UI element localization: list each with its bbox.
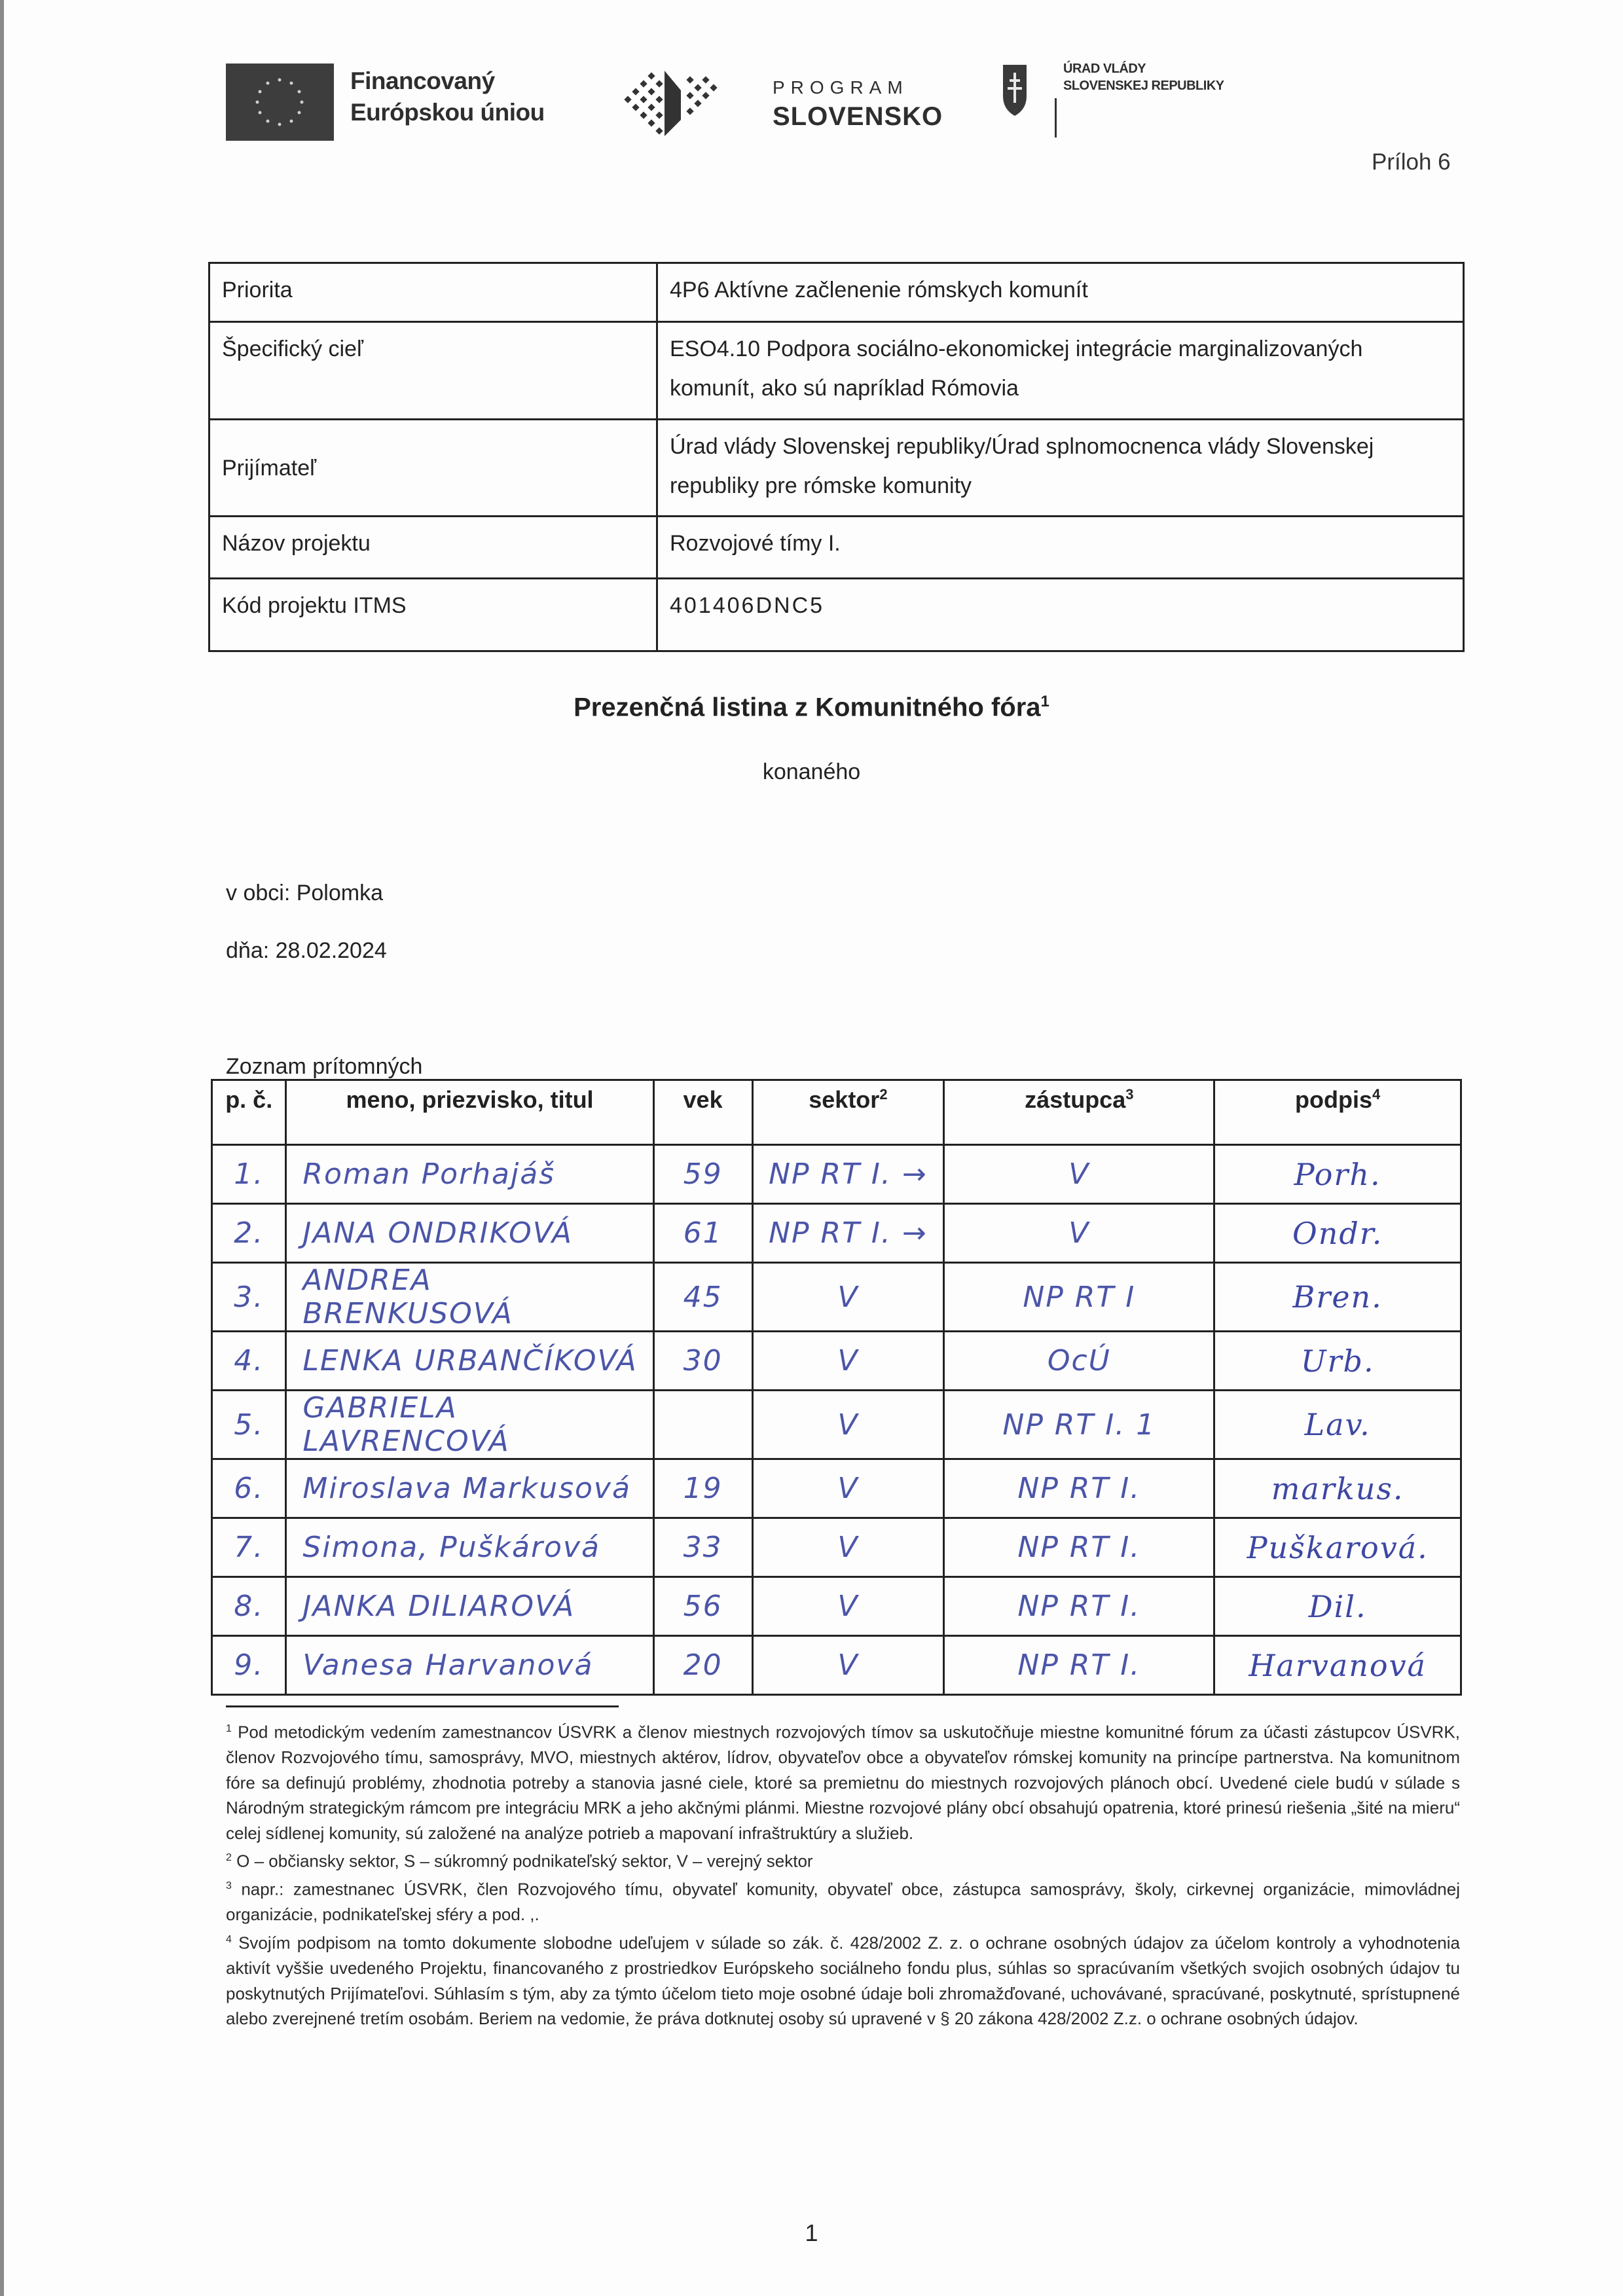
eu-funding-label [350,65,545,128]
footnote-text: Pod metodickým vedením zamestnancov ÚSVRK a členov miestnych rozvojových tímov sa uskutočňuje miestne komunitné fórum za účasti zástupcov ÚSVRK, členov Rozvojového tímu, samosprávy, MVO, miestnych aktérov, lídrov, obyvateľov obce a obyvateľov rómskej komunity na princípe partnerstva. Na komunitnom fóre sa definujú problémy, zhodnotia potreby a stanovia jasné ciele, ktoré sa premietnu do miestnych rozvojových plánoch obcí. Uvedené ciele budú v súlade s Národným strategickým rámcom pre integráciu MRK a jeho akčnými plánmi. Miestne rozvojové plány obcí obsahujú opatrenia, ktoré prinesú riešenia „šité na mieru“ celej sídlenej komunity, sú založené na analýze potrieb a mapovaní infraštruktúry a služieb. [226,1722,1460,1843]
participant-representative: NP RT I. [944,1577,1214,1636]
participant-signature: Dil. [1214,1577,1461,1636]
footnote-number: 2 [226,1852,232,1864]
government-office-line2: SLOVENSKEJ REPUBLIKY [1063,79,1224,93]
participant-representative: OcÚ [944,1332,1214,1391]
participant-representative: V [944,1204,1214,1263]
footnote-number: 4 [226,1933,232,1945]
scan-edge [0,0,4,2296]
column-header-number [212,1080,286,1145]
column-header-sector [752,1080,944,1145]
footnote-text: Svojím podpisom na tomto dokumente slobodne udeľujem v súlade so zák. č. 428/2002 Z. z. o ochrane osobných údajov za účelom kontroly a vyhodnotenia aktivít vyššie uvedeného Projektu, financovaného z prostriedkov Európskeho sociálneho fondu plus, súhlas so spracúvaním všetkých svojich osobných údajov tu poskytnutých Prijímateľovi. Súhlasím s tým, aby za týmto účelom tieto moje osobné údaje boli zhromažďované, uchovávané, spracúvané, poskytnuté, sprístupnené alebo zverejnené tretím osobám. Beriem na vedomie, že práva dotknutej osoby sú upravené v § 20 zákona 428/2002 Z.z. o ochrane osobných údajov. [226,1933,1460,2029]
row-number: 6. [212,1459,286,1518]
footnote-ref: 2 [879,1086,888,1102]
participant-signature: Lav. [1214,1391,1461,1459]
date-label: dňa: 28.02.2024 [226,938,387,963]
participant-age: 56 [653,1577,752,1636]
participant-name: LENKA URBANČÍKOVÁ [286,1332,653,1391]
attendance-row [212,1518,1461,1577]
logo-divider [1055,98,1057,137]
participant-sector: V [752,1391,944,1459]
attendance-row [212,1204,1461,1263]
participant-name: Miroslava Markusová [286,1459,653,1518]
participant-sector: V [752,1518,944,1577]
project-info-table [208,262,1465,652]
row-number: 7. [212,1518,286,1577]
footnote-1 [226,1717,1460,1846]
participant-signature: Puškarová. [1214,1518,1461,1577]
column-header-label: vek [683,1086,723,1113]
footnote-text: O – občiansky sektor, S – súkromný podnikateľský sektor, V – verejný sektor [236,1851,813,1871]
participant-age: 61 [653,1204,752,1263]
participant-age: 30 [653,1332,752,1391]
project-info-row [210,322,1464,420]
footnote-number: 1 [226,1723,232,1734]
participant-sector: V [752,1332,944,1391]
participant-representative: NP RT I. [944,1636,1214,1695]
attendance-row [212,1145,1461,1204]
participant-name: Simona, Puškárová [286,1518,653,1577]
participant-age: 59 [653,1145,752,1204]
column-header-name [286,1080,653,1145]
footnote-ref: 1 [1040,693,1049,710]
participant-name: GABRIELA LAVRENCOVÁ [286,1391,653,1459]
attendance-row [212,1577,1461,1636]
attendance-list-label: Zoznam prítomných [226,1054,423,1079]
project-name-key: Názov projektu [210,517,657,579]
priority-value: 4P6 Aktívne začlenenie rómskych komunít [657,263,1464,322]
slovensko-label: SLOVENSKO [773,102,943,131]
row-number: 8. [212,1577,286,1636]
government-office-label [1063,60,1224,94]
participant-signature: Urb. [1214,1332,1461,1391]
eu-stars-icon [226,64,334,141]
government-office-line1: ÚRAD VLÁDY [1063,62,1146,76]
recipient-key: Prijímateľ [210,420,657,517]
attendance-row [212,1391,1461,1459]
participant-representative: NP RT I. [944,1459,1214,1518]
column-header-representative [944,1080,1214,1145]
participant-age: 33 [653,1518,752,1577]
participant-sector: V [752,1263,944,1332]
attendance-row [212,1636,1461,1695]
footnote-text: napr.: zamestnanec ÚSVRK, člen Rozvojového tímu, obyvateľ komunity, obyvateľ obce, zástupca samosprávy, školy, cirkevnej organizácie, mimovládnej organizácie, podnikateľskej sféry a pod. ,. [226,1879,1460,1925]
program-label: PROGRAM [773,77,909,98]
footnotes [226,1717,1460,2032]
participant-name: ANDREA BRENKUSOVÁ [286,1263,653,1332]
participant-representative: NP RT I [944,1263,1214,1332]
eu-funding-line2: Európskou úniou [350,99,545,126]
footnote-number: 3 [226,1880,232,1892]
attendance-header-row [212,1080,1461,1145]
page-number: 1 [805,2219,818,2246]
attendance-row [212,1459,1461,1518]
row-number: 1. [212,1145,286,1204]
participant-representative: NP RT I. 1 [944,1391,1214,1459]
document-title [0,693,1623,722]
document-subtitle: konaného [762,759,861,784]
footnote-2 [226,1846,1460,1874]
participant-representative: NP RT I. [944,1518,1214,1577]
project-name-value: Rozvojové tímy I. [657,517,1464,579]
footnote-ref: 3 [1125,1086,1134,1102]
priority-key: Priorita [210,263,657,322]
project-info-row [210,263,1464,322]
participant-representative: V [944,1145,1214,1204]
footnote-separator [226,1705,619,1707]
participant-sector: NP RT I. → [752,1145,944,1204]
participant-name: Roman Porhajáš [286,1145,653,1204]
project-info-row [210,579,1464,651]
itms-code-value: 401406DNC5 [657,579,1464,651]
footnote-4 [226,1927,1460,2032]
specific-goal-key: Špecifický cieľ [210,322,657,420]
participant-sector: NP RT I. → [752,1204,944,1263]
place-label: v obci: Polomka [226,881,383,905]
column-header-label: zástupca [1025,1086,1126,1113]
attendance-table [211,1079,1462,1696]
eu-flag-logo [226,64,334,141]
document-title-text: Prezenčná listina z Komunitného fóra [574,693,1041,722]
footnote-3 [226,1874,1460,1927]
row-number: 9. [212,1636,286,1695]
column-header-label: p. č. [225,1086,273,1113]
column-header-label: meno, priezvisko, titul [346,1086,594,1113]
column-header-label: podpis [1295,1086,1373,1113]
participant-signature: Harvanová [1214,1636,1461,1695]
annex-label: Príloh 6 [1372,149,1451,175]
footnote-ref: 4 [1372,1086,1381,1102]
participant-age: 19 [653,1459,752,1518]
column-header-age [653,1080,752,1145]
participant-name: JANA ONDRIKOVÁ [286,1204,653,1263]
participant-name: JANKA DILIAROVÁ [286,1577,653,1636]
participant-sector: V [752,1636,944,1695]
participant-age [653,1391,752,1459]
eu-funding-line1: Financovaný [350,67,495,94]
project-info-row [210,420,1464,517]
row-number: 5. [212,1391,286,1459]
attendance-row [212,1332,1461,1391]
participant-signature: Porh. [1214,1145,1461,1204]
attendance-row [212,1263,1461,1332]
participant-signature: Bren. [1214,1263,1461,1332]
project-info-row [210,517,1464,579]
row-number: 4. [212,1332,286,1391]
program-slovensko-label [773,73,943,131]
column-header-label: sektor [809,1086,880,1113]
participant-age: 20 [653,1636,752,1695]
slovak-coat-of-arms-icon [1002,64,1028,117]
row-number: 3. [212,1263,286,1332]
participant-signature: markus. [1214,1459,1461,1518]
participant-sector: V [752,1577,944,1636]
participant-age: 45 [653,1263,752,1332]
itms-code-key: Kód projektu ITMS [210,579,657,651]
participant-name: Vanesa Harvanová [286,1636,653,1695]
specific-goal-value: ESO4.10 Podpora sociálno-ekonomickej integrácie marginalizovaných komunít, ako sú napríklad Rómovia [657,322,1464,420]
program-slovensko-logo-icon [619,64,759,143]
row-number: 2. [212,1204,286,1263]
column-header-signature [1214,1080,1461,1145]
participant-signature: Ondr. [1214,1204,1461,1263]
recipient-value: Úrad vlády Slovenskej republiky/Úrad splnomocnenca vlády Slovenskej republiky pre rómske komunity [657,420,1464,517]
participant-sector: V [752,1459,944,1518]
